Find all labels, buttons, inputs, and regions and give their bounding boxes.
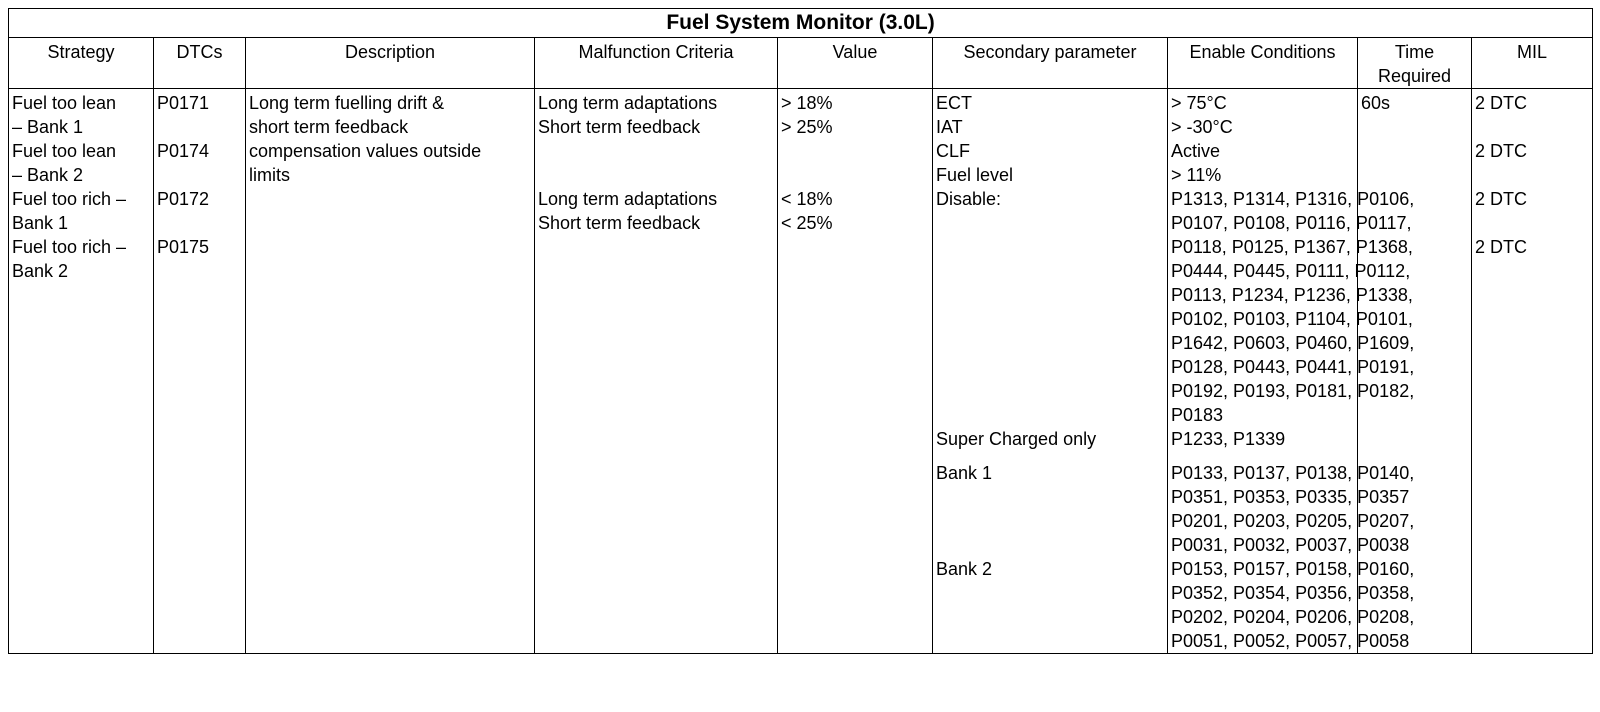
disable-dtc-line: P0444, P0445, P0111, P0112,	[1171, 261, 1411, 281]
header-malfunction-criteria: Malfunction Criteria	[535, 38, 778, 89]
bank1-dtc-line: P0201, P0203, P0205, P0207,	[1171, 511, 1415, 531]
header-description: Description	[246, 38, 535, 89]
value-line: > 18%	[781, 93, 833, 113]
time-required-value: 60s	[1361, 93, 1391, 113]
criteria-line: Short term feedback	[538, 213, 701, 233]
dtcs-cell	[154, 89, 246, 654]
fuel-system-monitor-table	[8, 8, 1593, 654]
header-secondary-parameter: Secondary parameter	[933, 38, 1168, 89]
value-line: < 18%	[781, 189, 833, 209]
bank2-dtc-line: P0051, P0052, P0057, P0058	[1171, 631, 1410, 651]
strategy-line: Fuel too rich –	[12, 237, 127, 257]
mil-value: 2 DTC	[1475, 237, 1528, 257]
disable-dtc-line: P1313, P1314, P1316, P0106,	[1171, 189, 1415, 209]
disable-dtc-line: P0107, P0108, P0116, P0117,	[1171, 213, 1412, 233]
criteria-line: Long term adaptations	[538, 93, 718, 113]
disable-dtc-line: P0102, P0103, P1104, P0101,	[1171, 309, 1413, 329]
mil-value: 2 DTC	[1475, 189, 1528, 209]
mil-value: 2 DTC	[1475, 93, 1528, 113]
disable-dtc-line: P0113, P1234, P1236, P1338,	[1171, 285, 1413, 305]
strategy-line: Fuel too lean	[12, 93, 117, 113]
dtc-code: P0171	[157, 93, 210, 113]
secondary-line: ECT	[936, 93, 972, 113]
bank1-dtc-line: P0351, P0353, P0335, P0357	[1171, 487, 1410, 507]
header-enable-conditions: Enable Conditions	[1168, 38, 1358, 89]
secondary-line: Bank 1	[936, 463, 993, 483]
supercharged-dtc-line: P1233, P1339	[1171, 429, 1286, 449]
dtc-code: P0172	[157, 189, 210, 209]
secondary-line: Fuel level	[936, 165, 1014, 185]
description-line: Long term fuelling drift &	[249, 93, 445, 113]
disable-dtc-line: P1642, P0603, P0460, P1609,	[1171, 333, 1415, 353]
bank1-dtc-line: P0133, P0137, P0138, P0140,	[1171, 463, 1415, 483]
secondary-cell	[933, 89, 1168, 654]
dtc-code: P0175	[157, 237, 210, 257]
description-cell	[246, 89, 535, 654]
header-dtcs: DTCs	[154, 38, 246, 89]
secondary-line: Super Charged only	[936, 429, 1097, 449]
value-line: > 25%	[781, 117, 833, 137]
strategy-line: – Bank 1	[12, 117, 84, 137]
disable-dtc-line: P0183	[1171, 405, 1224, 425]
table-title: Fuel System Monitor (3.0L)	[9, 9, 1593, 38]
criteria-line: Long term adaptations	[538, 189, 718, 209]
value-line: < 25%	[781, 213, 833, 233]
header-value: Value	[778, 38, 933, 89]
value-cell	[778, 89, 933, 654]
title-row	[9, 9, 1593, 38]
body-row	[9, 89, 1593, 654]
secondary-line: CLF	[936, 141, 971, 161]
header-mil: MIL	[1472, 38, 1593, 89]
header-row	[9, 38, 1593, 89]
criteria-line: Short term feedback	[538, 117, 701, 137]
strategy-line: Fuel too lean	[12, 141, 117, 161]
strategy-line: Bank 1	[12, 213, 69, 233]
bank2-dtc-line: P0202, P0204, P0206, P0208,	[1171, 607, 1415, 627]
bank2-dtc-line: P0153, P0157, P0158, P0160,	[1171, 559, 1415, 579]
criteria-cell	[535, 89, 778, 654]
enable-line: Active	[1171, 141, 1221, 161]
secondary-line: Bank 2	[936, 559, 993, 579]
description-line: limits	[249, 165, 290, 185]
bank1-dtc-line: P0031, P0032, P0037, P0038	[1171, 535, 1410, 555]
disable-dtc-line: P0128, P0443, P0441, P0191,	[1171, 357, 1415, 377]
enable-line: > 11%	[1171, 165, 1222, 185]
header-time-required: Time Required	[1358, 38, 1472, 89]
enable-line: > 75°C	[1171, 93, 1227, 113]
secondary-line: Disable:	[936, 189, 1002, 209]
header-strategy: Strategy	[9, 38, 154, 89]
dtc-code: P0174	[157, 141, 210, 161]
mil-cell	[1472, 89, 1593, 654]
bank2-dtc-line: P0352, P0354, P0356, P0358,	[1171, 583, 1415, 603]
strategy-line: – Bank 2	[12, 165, 84, 185]
secondary-line: IAT	[936, 117, 963, 137]
fuel-system-monitor-table-container	[8, 8, 1592, 654]
description-line: short term feedback	[249, 117, 409, 137]
strategy-line: Fuel too rich –	[12, 189, 127, 209]
disable-dtc-line: P0192, P0193, P0181, P0182,	[1171, 381, 1415, 401]
description-line: compensation values outside	[249, 141, 482, 161]
strategy-cell	[9, 89, 154, 654]
disable-dtc-line: P0118, P0125, P1367, P1368,	[1171, 237, 1413, 257]
enable-line: > -30°C	[1171, 117, 1233, 137]
mil-value: 2 DTC	[1475, 141, 1528, 161]
strategy-line: Bank 2	[12, 261, 69, 281]
